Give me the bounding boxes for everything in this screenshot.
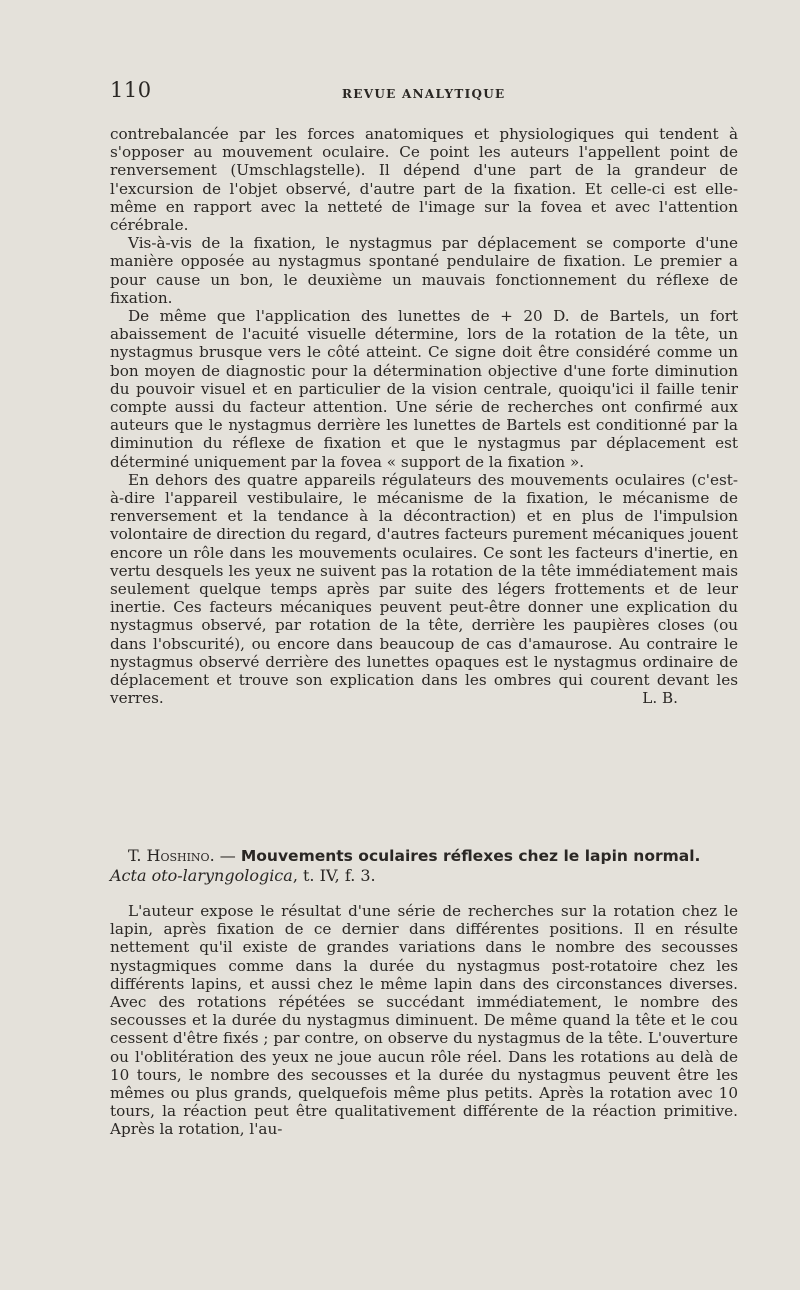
review-text (110, 125, 738, 708)
page-number: 110 (110, 78, 152, 102)
paragraph: En dehors des quatre appareils régulateurs des mouvements oculaires (c'est-à-dire l'appareil vestibulaire, le mécanisme de la fixation, le mécanisme de renversement et la tendance à la décontraction) et en plus de l'impulsion volontaire de direction du regard, d'autres facteurs purement mécaniques jouent encore un rôle dans les mouvements oculaires. Ce sont les facteurs d'inertie, en vertu desquels les yeux ne suivent pas la rotation de la tête immédiatement mais seulement quelque temps après par suite des légers frottements et de leur inertie. Ces facteurs mécaniques peuvent peut-être donner une explication du nystagmus observé, par rotation de la tête, derrière les paupières closes (ou dans l'obscurité), ou encore dans beaucoup de cas d'amaurose. Au contraire le nystagmus observé derrière des lunettes opaques est le nystagmus ordinaire de déplacement et trouve son explication dans les ombres qui courent devant les verres. (110, 470, 738, 708)
article-body (110, 902, 738, 1139)
article-heading (110, 846, 738, 885)
running-head: REVUE ANALYTIQUE (342, 87, 506, 101)
paragraph: De même que l'application des lunettes de + 20 D. de Bartels, un fort abaissement de l'acuité visuelle détermine, lors de la rotation de la tête, un nystagmus brusque vers le côté atteint. Ce signe doit être considéré comme un bon moyen de diagnostic pour la détermination objective d'une forte diminution du pouvoir visuel et en particulier de la vision centrale, quoiqu'ici il faille tenir compte aussi du facteur attention. Une série de recherches ont confirmé aux auteurs que le nystagmus derrière les lunettes de Bartels est conditionné par la diminution du réflexe de fixation et que le nystagmus par déplacement est déterminé uniquement par la fovea « support de la fixation ». (110, 307, 738, 471)
page-header (110, 78, 738, 108)
paragraph: contrebalancée par les forces anatomiques et physiologiques qui tendent à s'opposer au mouvement oculaire. Ce point les auteurs l'appellent point de renversement (Umschlagstelle). Il dépend d'une part de la grandeur de l'excursion de l'objet observé, d'autre part de la fixation. Et celle-ci est elle-même en rapport avec la netteté de l'image sur la fovea et avec l'attention cérébrale. (110, 125, 738, 235)
journal-name: Acta oto-laryngologica (110, 866, 293, 885)
heading-dash: — (214, 846, 241, 865)
paragraph: Vis-à-vis de la fixation, le nystagmus par déplacement se comporte d'une manière opposée au nystagmus spontané pendulaire de fixation. Le premier a pour cause un bon, le deuxième un mauvais fonctionnement du réflexe de fixation. (110, 234, 738, 307)
reviewer-signature: L. B. (642, 689, 678, 708)
journal-reference: , t. IV, f. 3. (292, 866, 376, 885)
paragraph: L'auteur expose le résultat d'une série de recherches sur la rotation chez le lapin, après fixation de ce dernier dans différentes positions. Il en résulte nettement qu'il existe de grandes variations dans le nombre des secousses nystagmiques comme dans la durée du nystagmus post-rotatoire chez les différents lapins, et aussi chez le même lapin dans des circonstances diverses. Avec des rotations répétées se succédant immédiatement, le nombre des secousses et la durée du nystagmus diminuent. De même quand la tête et le cou cessent d'être fixés ; par contre, on observe du nystagmus de la tête. L'ouverture ou l'oblitération des yeux ne joue aucun rôle réel. Dans les rotations au delà de 10 tours, le nombre des secousses et la durée du nystagmus peuvent être les mêmes ou plus grands, quelquefois même plus petits. Après la rotation avec 10 tours, la réaction peut être qualitativement différente de la réaction primitive. Après la rotation, l'au- (110, 902, 738, 1139)
article-author: T. Hoshino. (128, 846, 215, 865)
article-title: Mouvements oculaires réflexes chez le lapin normal. (240, 847, 701, 865)
